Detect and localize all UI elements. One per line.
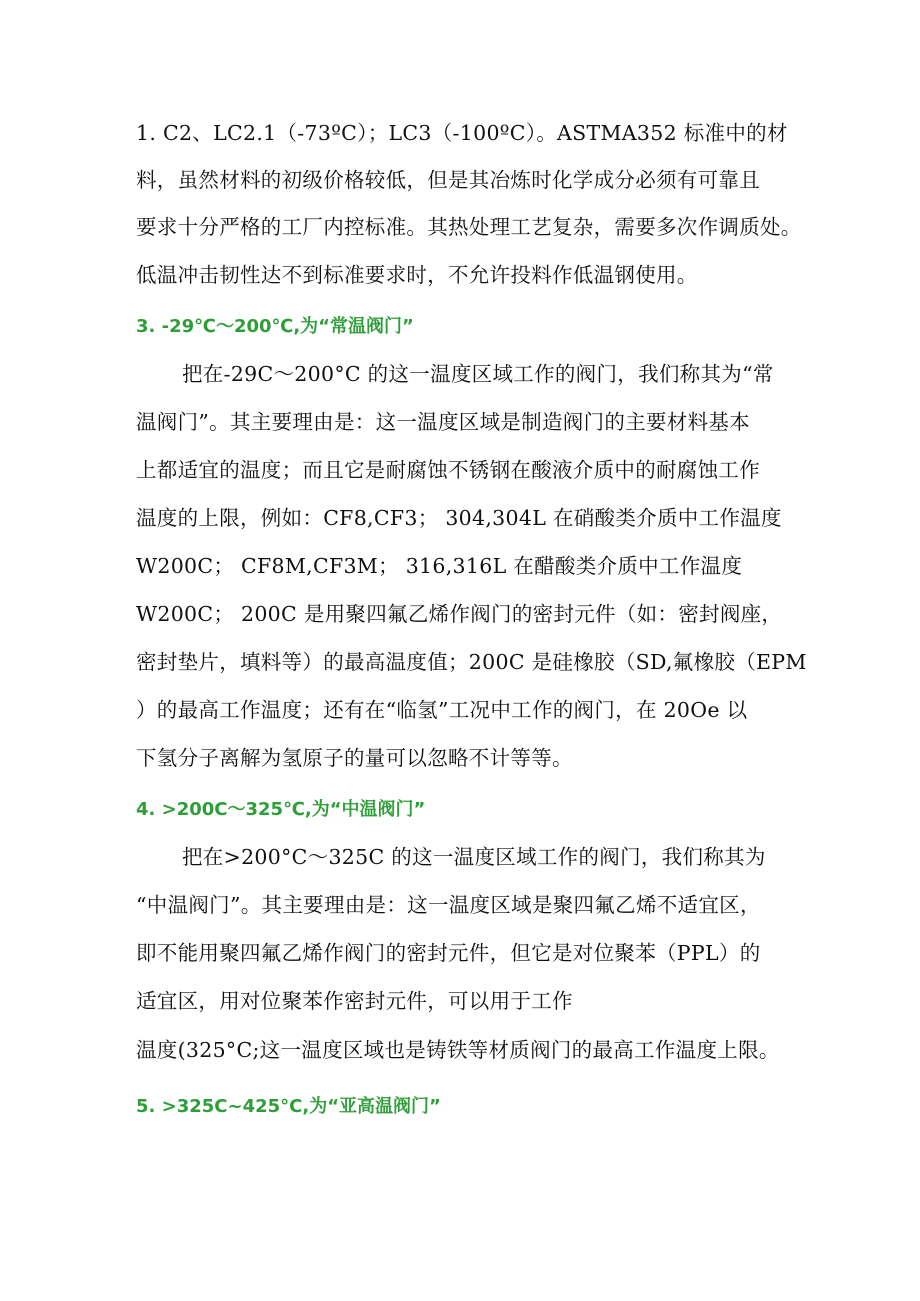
paragraph-line: 下氢分子离解为氢原子的量可以忽略不计等等。	[136, 746, 573, 770]
section-heading-4: 4. >200C～325℃,为“中温阀门”	[136, 799, 426, 820]
section-heading-5: 5. >325C~425°C,为“亚高温阀门”	[136, 1096, 441, 1117]
paragraph-line: 低温冲击韧性达不到标准要求时，不允许投料作低温钢使用。	[136, 263, 698, 287]
paragraph-line: W200C； CF8M,CF3M； 316,316L 在醋酸类介质中工作温度	[136, 554, 743, 578]
paragraph-line: 上都适宜的温度；而且它是耐腐蚀不锈钢在酸液介质中的耐腐蚀工作	[136, 458, 760, 482]
paragraph-line: “中温阀门”。其主要理由是：这一温度区域是聚四氟乙烯不适宜区，	[136, 893, 761, 917]
paragraph-line: 料，虽然材料的初级价格较低，但是其冶炼时化学成分必须有可靠且	[136, 168, 760, 192]
paragraph-line: 温阀门”。其主要理由是：这一温度区域是制造阀门的主要材料基本	[136, 410, 750, 434]
paragraph-line: 温度(325°C;这一温度区域也是铸铁等材质阀门的最高工作温度上限。	[136, 1038, 780, 1062]
paragraph-line: 即不能用聚四氟乙烯作阀门的密封元件，但它是对位聚苯（PPL）的	[136, 941, 761, 965]
paragraph-line: 把在>200°C～325C 的这一温度区域工作的阀门，我们称其为	[182, 845, 766, 869]
paragraph-line: 温度的上限，例如：CF8,CF3； 304,304L 在硝酸类介质中工作温度	[136, 506, 782, 530]
paragraph-line: 1. C2、LC2.1（-73ºC）；LC3（-100ºC）。ASTMA352 标准中的材	[136, 121, 788, 145]
paragraph-line: ）的最高工作温度；还有在“临氢”工况中工作的阀门，在 20Oe 以	[136, 698, 748, 722]
paragraph-line: 把在-29C～200°C 的这一温度区域工作的阀门，我们称其为“常	[182, 362, 774, 386]
paragraph-line: W200C； 200C 是用聚四氟乙烯作阀门的密封元件（如：密封阀座，	[136, 602, 783, 626]
paragraph-line: 要求十分严格的工厂内控标准。其热处理工艺复杂，需要多次作调质处。	[136, 215, 802, 239]
paragraph-line: 适宜区，用对位聚苯作密封元件，可以用于工作	[136, 989, 573, 1013]
section-heading-3: 3. -29℃～200℃,为“常温阀门”	[136, 316, 414, 337]
paragraph-line: 密封垫片，填料等）的最高温度值；200C 是硅橡胶（SD,氟橡胶（EPM	[136, 650, 807, 674]
